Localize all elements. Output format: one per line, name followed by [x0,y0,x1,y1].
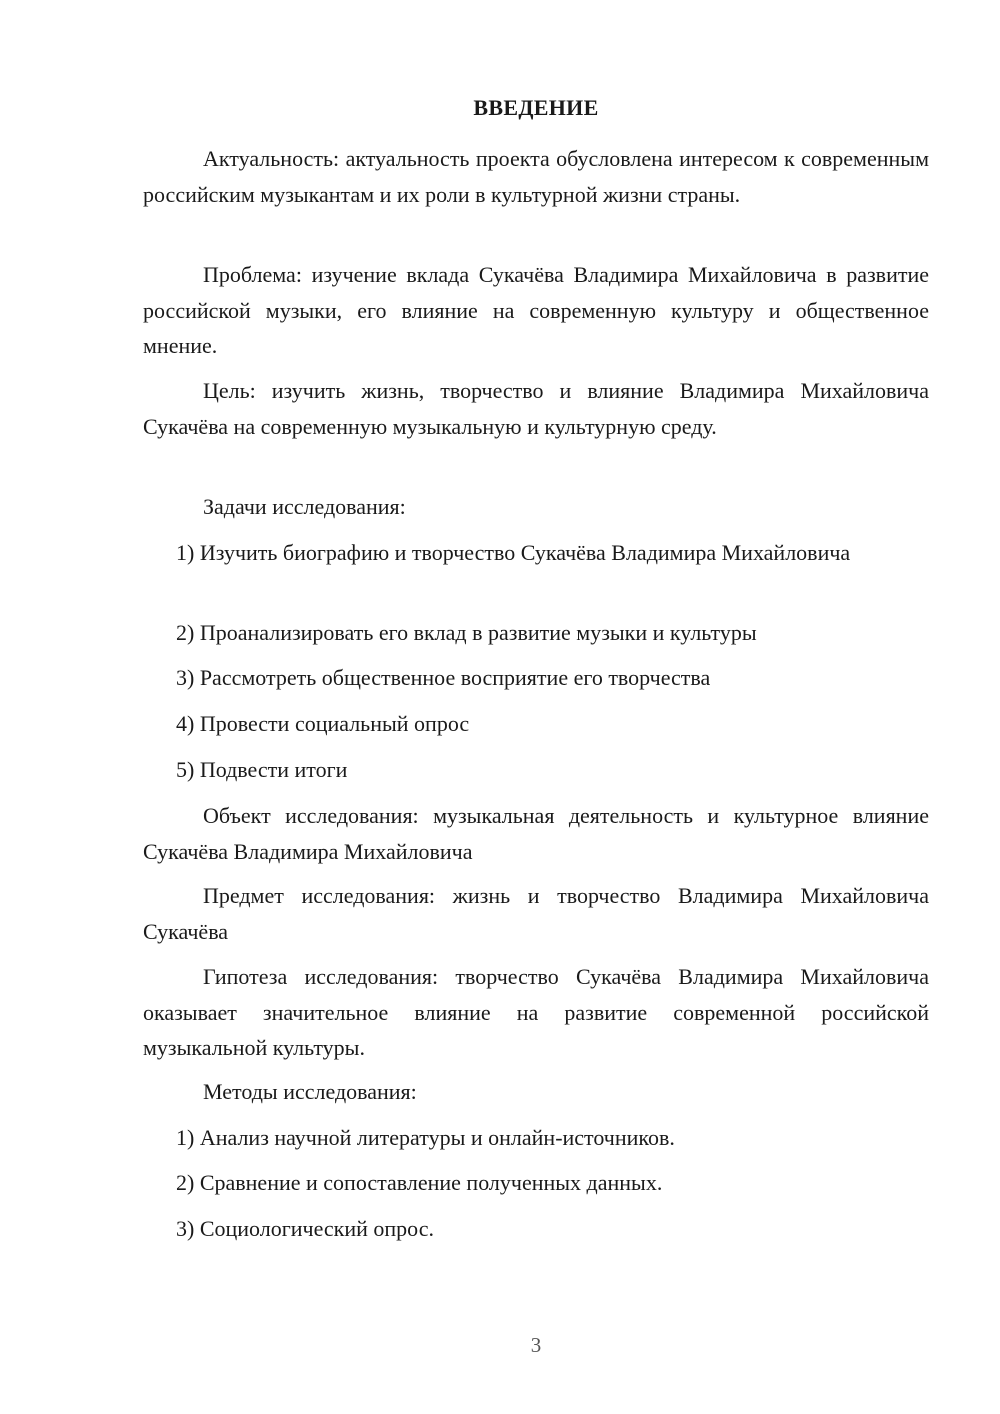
relevance-paragraph: Актуальность: актуальность проекта обусловлена интересом к современным российским музыкантам и их роли в культурной жизни страны. [143,146,929,207]
tasks-heading: Задачи исследования: [203,494,406,519]
methods-heading: Методы исследования: [203,1079,417,1104]
document-page [143,0,929,1414]
method-item-2: 2) Сравнение и сопоставление полученных данных. [176,1170,663,1195]
hypothesis-paragraph: Гипотеза исследования: творчество Сукачёва Владимира Михайловича оказывает значительное влияние на развитие современной российской музыкальной культуры. [143,964,929,1060]
page-number: 3 [530,1333,542,1357]
goal-paragraph: Цель: изучить жизнь, творчество и влияние Владимира Михайловича Сукачёва на современную музыкальную и культурную среду. [143,378,929,439]
task-item-5: 5) Подвести итоги [176,757,348,782]
problem-paragraph: Проблема: изучение вклада Сукачёва Владимира Михайловича в развитие российской музыки, его влияние на современную культуру и общественное мнение. [143,262,929,358]
task-item-1: 1) Изучить биографию и творчество Сукачёва Владимира Михайловича [176,540,851,565]
method-item-1: 1) Анализ научной литературы и онлайн-источников. [176,1125,675,1150]
task-item-2: 2) Проанализировать его вклад в развитие музыки и культуры [176,620,757,645]
method-item-3: 3) Социологический опрос. [176,1216,434,1241]
task-item-3: 3) Рассмотреть общественное восприятие его творчества [176,665,711,690]
section-title: ВВЕДЕНИЕ [473,95,599,120]
subject-paragraph: Предмет исследования: жизнь и творчество Владимира Михайловича Сукачёва [143,883,929,944]
object-paragraph: Объект исследования: музыкальная деятельность и культурное влияние Сукачёва Владимира Михайловича [143,803,929,864]
task-item-4: 4) Провести социальный опрос [176,711,470,736]
